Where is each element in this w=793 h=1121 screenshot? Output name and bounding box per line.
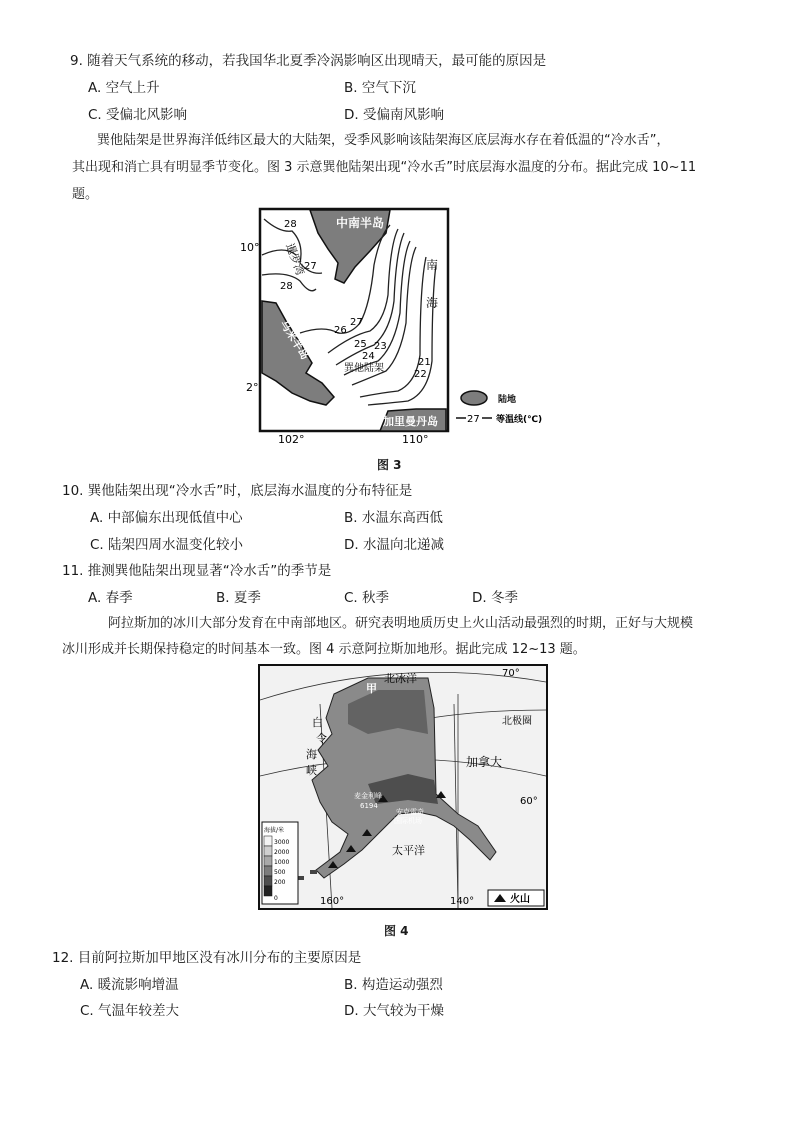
legend-land-swatch (461, 391, 487, 405)
figure4-caption: 图 4 (384, 924, 409, 938)
label-lon-70: 70° (502, 668, 520, 679)
q10-option-d: D. 水温向北递减 (344, 537, 444, 553)
legend-isotherm-value: 27 (467, 414, 480, 425)
label-lon-160: 160° (320, 896, 345, 907)
q9-option-c: C. 受偏北风影响 (88, 107, 188, 123)
q9-option-a: A. 空气上升 (88, 80, 160, 96)
lat-2-label: 2° (246, 381, 259, 394)
q11-option-a: A. 春季 (88, 590, 133, 606)
figure3-map (240, 205, 560, 445)
q12-stem: 12. 目前阿拉斯加甲地区没有冰川分布的主要原因是 (52, 950, 362, 966)
label-airport-2: 国际机场 (394, 817, 422, 825)
label-airport-1: 安克雷奇 (396, 808, 424, 816)
label-south-sea-1: 南 (426, 258, 439, 272)
q11-option-d: D. 冬季 (472, 590, 518, 606)
label-mckinley: 麦金利峰 (354, 792, 382, 800)
isotherm-label-5: 26 (334, 325, 347, 336)
q10-stem: 10. 巽他陆架出现“冷水舌”时，底层海水温度的分布特征是 (62, 483, 413, 499)
q10-option-a: A. 中部偏东出现低值中心 (90, 510, 243, 526)
elevation-legend-title: 海拔/米 (264, 827, 285, 834)
label-arctic-ocean: 北冰洋 (384, 672, 417, 685)
passage2-line2: 冰川形成并长期保持稳定的时间基本一致。图 4 示意阿拉斯加地形。据此完成 12~13 题。 (62, 642, 586, 657)
label-bering-3: 海 (306, 748, 317, 761)
passage1-line2: 其出现和消亡具有明显季节变化。图 3 示意巽他陆架出现“冷水舌”时底层海水温度的分布。据此完成 10~11 (72, 160, 697, 175)
isotherm-label-1: 28 (284, 219, 297, 230)
label-malay: 马来半岛 (277, 317, 312, 362)
isotherm-label-3: 28 (280, 281, 293, 292)
q11-option-c: C. 秋季 (344, 590, 390, 606)
q10-option-c: C. 陆架四周水温变化较小 (90, 537, 244, 553)
label-indochina: 中南半岛 (336, 216, 385, 230)
elevation-level-200: 200 (274, 879, 286, 886)
label-arctic-circle: 北极圈 (502, 716, 532, 727)
lon-102-label: 102° (278, 433, 305, 445)
label-bering-4: 峡 (306, 764, 317, 777)
label-borneo: 加里曼丹岛 (383, 415, 438, 428)
figure4-map (258, 664, 548, 910)
label-lon-140: 140° (450, 896, 475, 907)
isotherm-label-8: 24 (362, 351, 375, 362)
passage1-line1: 巽他陆架是世界海洋低纬区最大的大陆架，受季风影响该陆架海区底层海水存在着低温的“冷水舌”， (97, 133, 670, 148)
lon-110-label: 110° (402, 433, 429, 445)
q12-option-c: C. 气温年较差大 (80, 1003, 180, 1019)
legend-land-label: 陆地 (498, 395, 517, 405)
isotherm-label-4: 27 (350, 317, 363, 328)
label-sunda-shelf: 巽他陆架 (344, 363, 384, 374)
label-canada: 加拿大 (466, 755, 503, 769)
label-bering-1: 白 (312, 716, 323, 729)
passage1-line3: 题。 (72, 187, 99, 202)
q10-option-b: B. 水温东高西低 (344, 510, 443, 526)
legend-volcano-label: 火山 (510, 894, 530, 905)
label-jia: 甲 (366, 682, 377, 695)
q9-stem: 9. 随着天气系统的移动，若我国华北夏季冷涡影响区出现晴天，最可能的原因是 (70, 53, 547, 69)
elevation-level-1000: 1000 (274, 859, 290, 866)
q9-option-d: D. 受偏南风影响 (344, 107, 444, 123)
label-pacific: 太平洋 (392, 844, 425, 857)
label-south-sea-2: 海 (426, 296, 439, 310)
elevation-level-3000: 3000 (274, 839, 290, 846)
legend-isotherm-label: 等温线(℃) (496, 415, 543, 425)
q12-option-a: A. 暖流影响增温 (80, 977, 179, 993)
q12-option-d: D. 大气较为干燥 (344, 1003, 444, 1019)
isotherm-label-2: 27 (304, 261, 317, 272)
label-mckinley-alt: 6194 (360, 802, 378, 810)
elevation-level-0: 0 (274, 895, 278, 902)
q11-option-b: B. 夏季 (216, 590, 261, 606)
elevation-level-2000: 2000 (274, 849, 290, 856)
isotherm-label-6: 25 (354, 339, 367, 350)
passage2-line1: 阿拉斯加的冰川大部分发育在中南部地区。研究表明地质历史上火山活动最强烈的时期，正好与大规模 (108, 616, 694, 631)
isotherm-label-9: 21 (418, 357, 431, 368)
isotherm-label-10: 22 (414, 369, 427, 380)
q9-option-b: B. 空气下沉 (344, 80, 416, 96)
isotherm-label-7: 23 (374, 341, 387, 352)
q11-stem: 11. 推测巽他陆架出现显著“冷水舌”的季节是 (62, 563, 332, 579)
lat-10-label: 10° (240, 241, 260, 254)
figure3-caption: 图 3 (377, 458, 402, 472)
elevation-level-500: 500 (274, 869, 286, 876)
elevation-legend (262, 822, 298, 904)
q12-option-b: B. 构造运动强烈 (344, 977, 443, 993)
label-lat-60: 60° (520, 796, 538, 807)
label-gulf: 暹罗湾 (283, 241, 307, 278)
label-bering-2: 令 (316, 732, 327, 745)
